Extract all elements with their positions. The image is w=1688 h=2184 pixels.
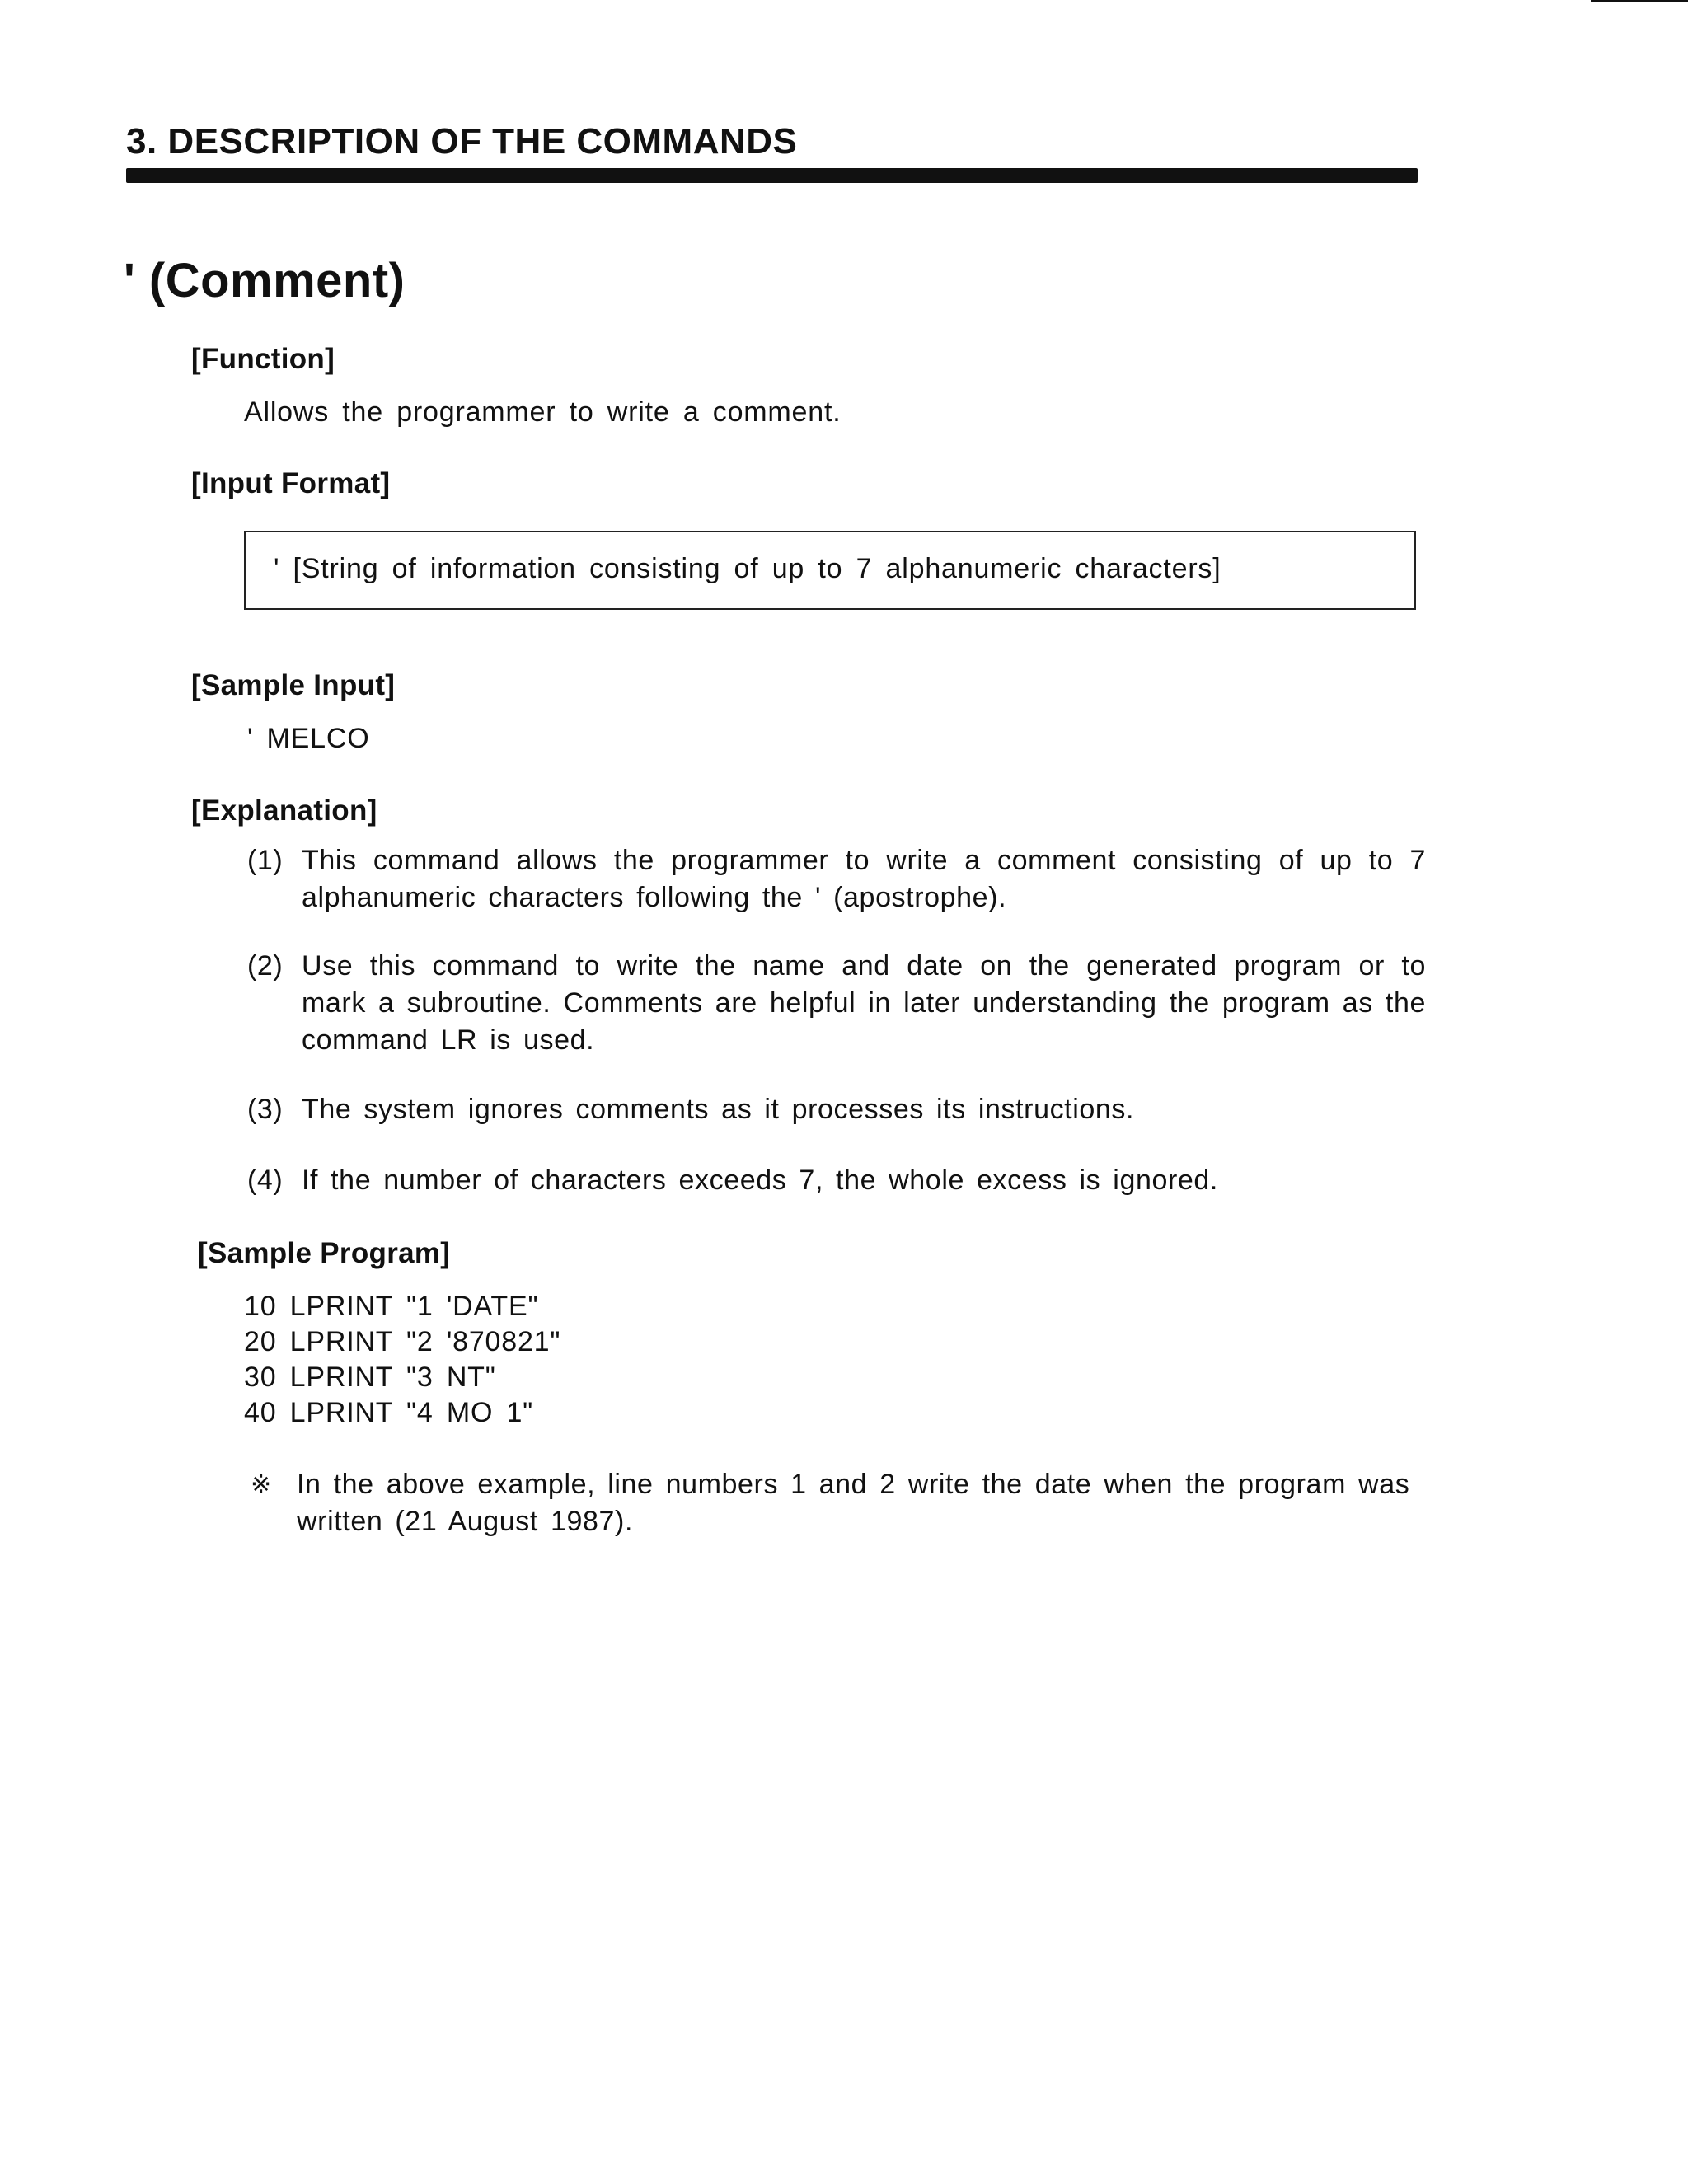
explanation-item: [247, 948, 1426, 1059]
chapter-header: [126, 120, 1418, 183]
explanation-item-number: (4): [247, 1165, 284, 1196]
command-title: ' (Comment): [124, 254, 406, 307]
sample-program-heading: [Sample Program]: [198, 1237, 451, 1269]
input-format-box: [244, 531, 1416, 610]
explanation-item-text: If the number of characters exceeds 7, the whole excess is ignored.: [302, 1165, 1218, 1196]
program-line: 30 LPRINT "3 NT": [244, 1361, 496, 1393]
explanation-item: [247, 842, 1426, 916]
explanation-item-number: (1): [247, 845, 284, 876]
explanation-item: [247, 1091, 1426, 1128]
program-line: 10 LPRINT "1 'DATE": [244, 1291, 539, 1322]
note: [251, 1466, 1429, 1540]
explanation-item-text: The system ignores comments as it processes its instructions.: [302, 1094, 1135, 1125]
explanation-item-text: Use this command to write the name and date on the generated program or to mark a subroutine. Comments are helpful in later understanding the program as the command LR is used.: [302, 950, 1426, 1056]
input-format-syntax: ' [String of information consisting of up to 7 alphanumeric characters]: [274, 553, 1221, 584]
explanation-heading: [Explanation]: [191, 794, 377, 827]
sample-input-text: ' MELCO: [247, 723, 370, 754]
explanation-item-number: (2): [247, 950, 284, 982]
program-line: 20 LPRINT "2 '870821": [244, 1326, 561, 1357]
sample-input-heading: [Sample Input]: [191, 669, 396, 701]
explanation-item-number: (3): [247, 1094, 284, 1125]
note-text: In the above example, line numbers 1 and 2 write the date when the program was written (21 August 1987).: [297, 1469, 1410, 1537]
reference-mark-icon: ※: [251, 1470, 272, 1499]
input-format-heading: [Input Format]: [191, 467, 391, 499]
chapter-title: 3. DESCRIPTION OF THE COMMANDS: [126, 121, 798, 162]
function-heading: [Function]: [191, 343, 335, 375]
chapter-rule: [126, 168, 1418, 183]
program-line: 40 LPRINT "4 MO 1": [244, 1397, 534, 1428]
explanation-item-text: This command allows the programmer to write a comment consisting of up to 7 alphanumeric characters following the ' (apostrophe).: [302, 845, 1426, 913]
page-corner-mark: [1591, 0, 1688, 2]
sample-program-listing: [244, 1289, 560, 1431]
explanation-item: [247, 1162, 1426, 1199]
function-text: Allows the programmer to write a comment.: [244, 396, 842, 428]
